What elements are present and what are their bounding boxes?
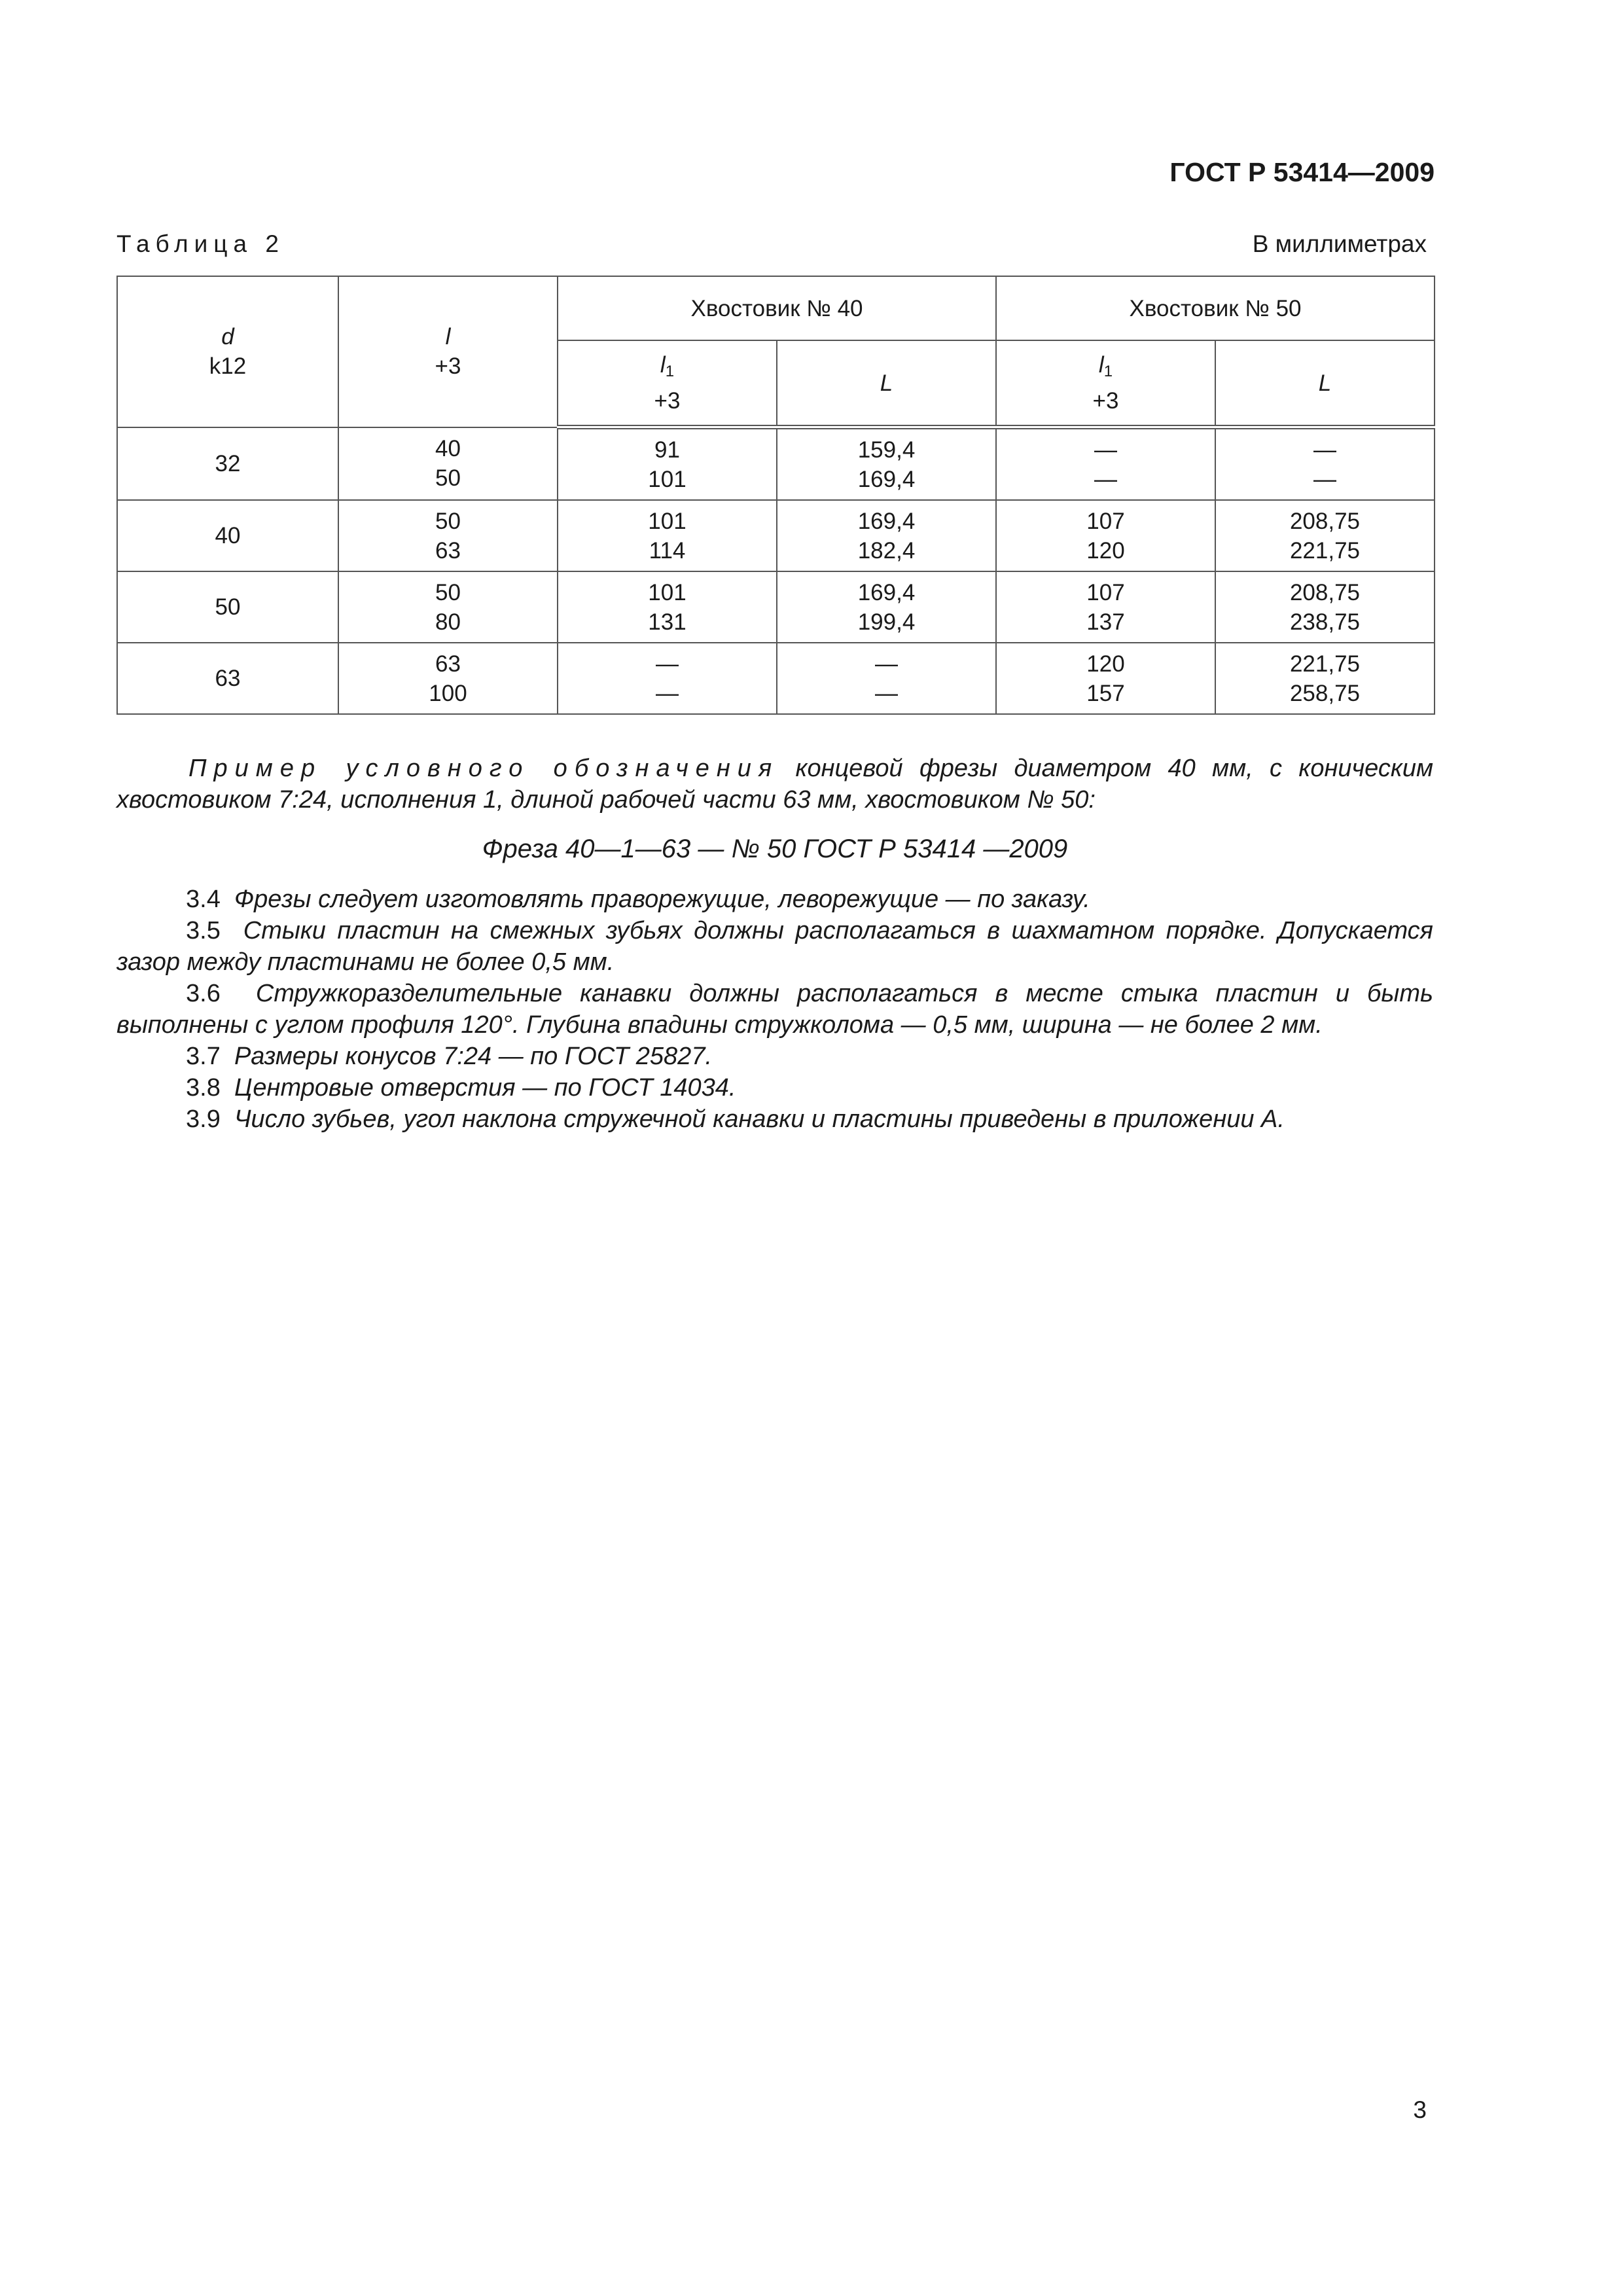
- header-l1-tolerance: +3: [1092, 388, 1119, 414]
- cell-L-shank-40: — —: [777, 643, 996, 714]
- header-l-symbol: l: [445, 324, 451, 350]
- header-l1-symbol: l: [1098, 352, 1104, 378]
- header-L-shank-40: L: [777, 340, 996, 427]
- table-row: [117, 571, 1435, 643]
- cell-d: 40: [117, 500, 338, 571]
- designation-example-lead: Пример условного обозначения: [188, 755, 779, 782]
- table-row: [117, 427, 1435, 501]
- cell-d: 32: [117, 427, 338, 501]
- cell-L-shank-40: 169,4 199,4: [777, 571, 996, 643]
- cell-l1-shank-40: 91 101: [558, 427, 777, 501]
- cell-l1-shank-40: — —: [558, 643, 777, 714]
- header-l1-shank-50: [996, 340, 1215, 427]
- dimensions-table: [116, 276, 1435, 715]
- cell-l1-shank-40: 101 131: [558, 571, 777, 643]
- clause-3-6: 3.6 Стружкоразделительные канавки должны располагаться в месте стыка пластин и быть выполнены с углом профиля 120°. Глубина впадины стружколома — 0,5 мм, ширина — не более 2 мм.: [116, 980, 1433, 1039]
- header-l1-shank-40: [558, 340, 777, 427]
- cell-l: 50 80: [338, 571, 558, 643]
- cell-l1-shank-40: 101 114: [558, 500, 777, 571]
- cell-L-shank-50: 208,75 221,75: [1215, 500, 1435, 571]
- designation-example-text: концевой фрезы диаметром 40 мм, с коническим хвостовиком 7:24, исполнения 1, длиной рабочей части 63 мм, хвостовиком № 50:: [116, 755, 1434, 814]
- header-d: [117, 276, 338, 427]
- page-number: 3: [1413, 2096, 1427, 2123]
- cell-l: 40 50: [338, 427, 558, 501]
- cell-L-shank-50: 208,75 238,75: [1215, 571, 1435, 643]
- designation-example: [116, 753, 1433, 816]
- cell-l: 63 100: [338, 643, 558, 714]
- header-l1-tolerance: +3: [654, 388, 681, 414]
- cell-d: 63: [117, 643, 338, 714]
- header-L-shank-50: L: [1215, 340, 1435, 427]
- header-d-tolerance: k12: [209, 353, 247, 380]
- header-l1-symbol: l: [660, 352, 666, 378]
- table-units: В миллиметрах: [1252, 230, 1427, 257]
- header-l1-subscript: 1: [1103, 363, 1113, 380]
- table-row: [117, 500, 1435, 571]
- cell-l1-shank-50: 120 157: [996, 643, 1215, 714]
- cell-d: 50: [117, 571, 338, 643]
- cell-L-shank-50: 221,75 258,75: [1215, 643, 1435, 714]
- cell-L-shank-50: — —: [1215, 427, 1435, 501]
- clause-3-4: 3.4 Фрезы следует изготовлять праворежущие, леворежущие — по заказу.: [186, 886, 1090, 913]
- cell-l1-shank-50: — —: [996, 427, 1215, 501]
- header-l1-subscript: 1: [665, 363, 675, 380]
- cell-l: 50 63: [338, 500, 558, 571]
- header-l: [338, 276, 558, 427]
- designation-formula: Фреза 40—1—63 — № 50 ГОСТ Р 53414 —2009: [482, 834, 1068, 863]
- clause-3-5: 3.5 Стыки пластин на смежных зубьях должны располагаться в шахматном порядке. Допускается зазор между пластинами не более 0,5 мм.: [116, 917, 1433, 976]
- clause-3-9: 3.9 Число зубьев, угол наклона стружечной канавки и пластины приведены в приложении А.: [186, 1105, 1285, 1133]
- header-shank-50: Хвостовик № 50: [996, 276, 1435, 340]
- header-shank-40: Хвостовик № 40: [558, 276, 996, 340]
- clause-3-7: 3.7 Размеры конусов 7:24 — по ГОСТ 25827.: [186, 1043, 713, 1070]
- table-row: [117, 643, 1435, 714]
- cell-L-shank-40: 159,4 169,4: [777, 427, 996, 501]
- table-caption: Таблица 2: [116, 230, 285, 257]
- clause-3-8: 3.8 Центровые отверстия — по ГОСТ 14034.: [186, 1074, 736, 1102]
- document-code: ГОСТ Р 53414—2009: [1169, 157, 1435, 187]
- header-l-tolerance: +3: [435, 353, 461, 380]
- cell-L-shank-40: 169,4 182,4: [777, 500, 996, 571]
- cell-l1-shank-50: 107 137: [996, 571, 1215, 643]
- cell-l1-shank-50: 107 120: [996, 500, 1215, 571]
- header-d-symbol: d: [221, 324, 234, 350]
